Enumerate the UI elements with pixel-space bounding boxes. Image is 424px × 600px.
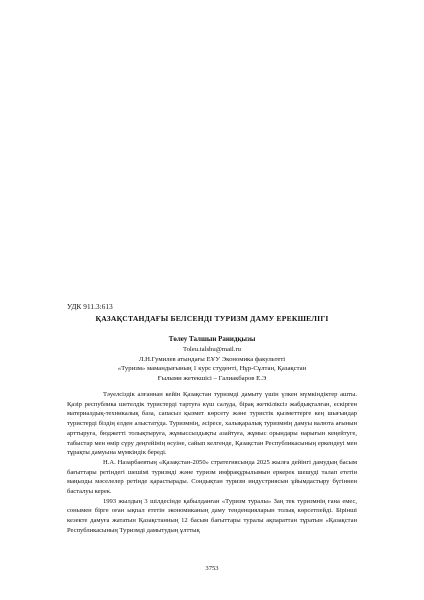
author-name: Төлеу Талшын Ранидқызы xyxy=(168,335,256,343)
paragraph: 1993 жылдың 3 шілдесінде қабылданған «Туризм туралы» Заң тек туризмнің ғана емес, сонымен бірге оған ықпал ететін экономиканың даму тенденцияларын толық көрсетпейді. Бірінші кезекте дамуға жататын Қазақстанның 12 басым бағыттары туралы ақпараттан тұратын «Қазақстан Республикасының Туризмді дамытудың ұлттық xyxy=(67,497,357,534)
author-block xyxy=(67,335,357,384)
author-affiliation: Л.Н.Гумилев атындағы ЕҰУ Экономика факультеті xyxy=(138,355,286,363)
udk-code: УДК 911.3:613 xyxy=(67,303,113,311)
page-number: 3753 xyxy=(205,565,219,572)
paragraph: Н.А. Назарбаевтың «Қазақстан-2050» стратегиясында 2025 жылға дейінгі дамудың басым бағыттары ретіндегі шешімі туризмді және туризм инфрақұрылымын еркерек шешуді талап ететін маңызды мәселелер ретінде қарастырады. Сондықтан туризм индустриясын ұйымдастыру бүгіннен басталуы керек. xyxy=(67,458,357,496)
author-status: «Туризм» мамандығының 1 курс студенті, Нұр-Сұлтан, Қазақстан xyxy=(117,365,307,373)
author-email: Toleu.talshu@mail.ru xyxy=(182,345,242,353)
author-supervisor: Ғылыми жетекшісі – Галиакбаров Е.Э xyxy=(157,375,267,383)
article-body xyxy=(67,390,357,536)
article-title: ҚАЗАҚСТАНДАҒЫ БЕЛСЕНДІ ТУРИЗМ ДАМУ ЕРЕКШЕЛІГІ xyxy=(95,314,329,323)
paragraph: Тәуелсіздік алғаннан кейін Қазақстан туризмді дамыту үшін үлкен мүмкіндіктер ашты. Қазір республика шетелдік туристерді тартуға күш салуда, бірақ жеткіліксіз жабдықталған, ескірген материалдық-техникалық база, сапасыз қызмет көрсету және туристік қызметтерге кең шығындар туристерді біздің елден алыстатуда. Туризмнің, әсіресе, халықаралық туризмнің дамуы валюта ағынын арттыруға, бюджетті толықтыруға, жұмыссыздықты азайтуға, жұмыс орындары нарығын кеңейтуге, табыстар мен өмір сүру деңгейінің өсуіне, сайып келгенде, Қазақстан Республикасының еркендеуі мен тұрақты дамуына мүмкіндік береді. xyxy=(67,391,357,457)
